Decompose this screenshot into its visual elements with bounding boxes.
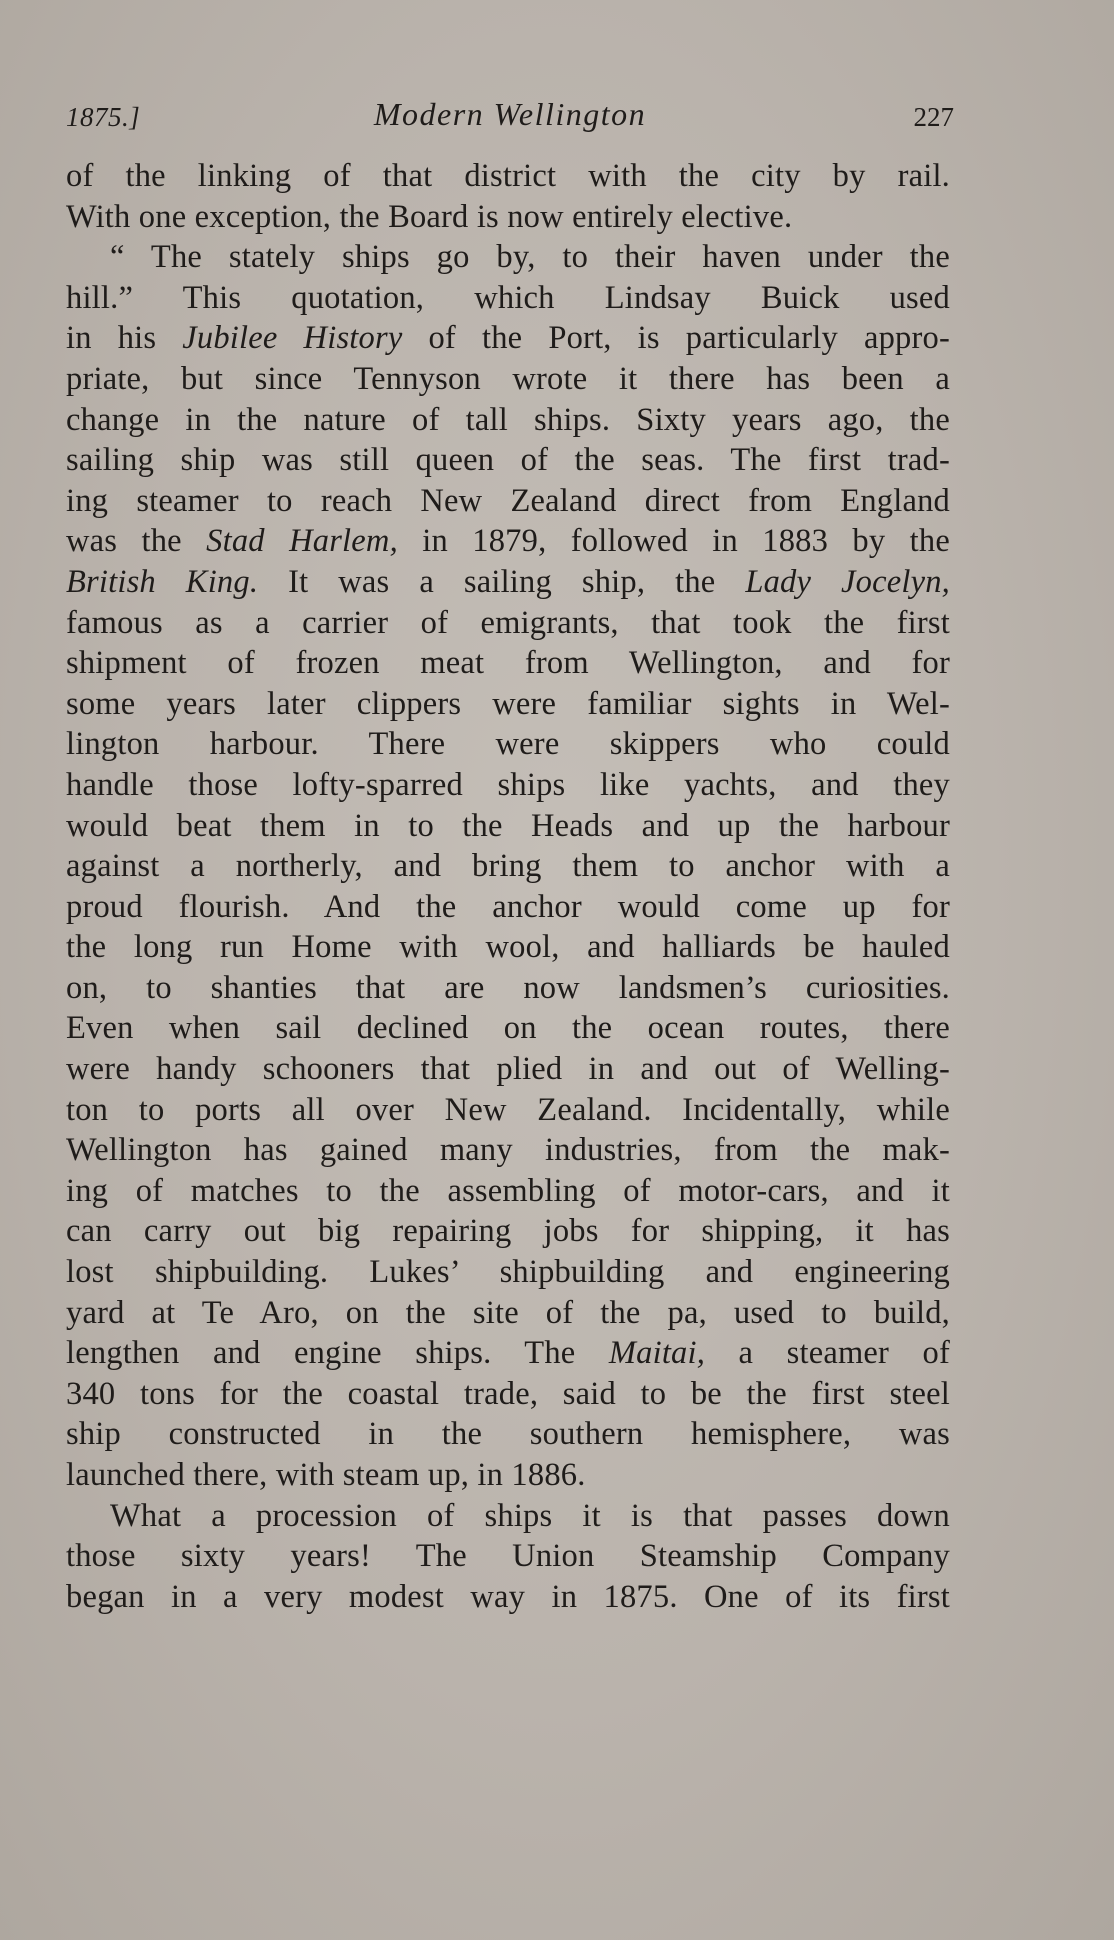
text-line: against a northerly, and bring them to anchor with a	[66, 848, 950, 885]
text-line: the long run Home with wool, and halliards be hauled	[66, 929, 950, 966]
text-line: yard at Te Aro, on the site of the pa, used to build,	[66, 1294, 950, 1331]
text-line: of the linking of that district with the city by rail.	[66, 158, 950, 194]
text-line: change in the nature of tall ships. Sixty years ago, the	[66, 401, 950, 438]
running-head	[66, 96, 954, 144]
text-line: Even when sail declined on the ocean routes, there	[66, 1010, 950, 1047]
text-line: some years later clippers were familiar sights in Wel-	[66, 685, 950, 722]
text-line: on, to shanties that are now landsmen’s curiosities.	[66, 969, 950, 1006]
text-line: famous as a carrier of emigrants, that took the first	[66, 604, 950, 641]
text-line: those sixty years! The Union Steamship Company	[66, 1538, 950, 1575]
text-line: priate, but since Tennyson wrote it there has been a	[66, 360, 950, 397]
text-line: can carry out big repairing jobs for shipping, it has	[66, 1213, 950, 1250]
text-line: British King. It was a sailing ship, the Lady Jocelyn,	[66, 563, 951, 600]
text-line: would beat them in to the Heads and up the harbour	[66, 807, 950, 844]
running-head-title: Modern Wellington	[373, 96, 647, 132]
page-number: 227	[913, 102, 954, 132]
text-line: began in a very modest way in 1875. One of its first	[66, 1578, 950, 1615]
text-line: were handy schooners that plied in and out of Welling-	[66, 1051, 950, 1088]
text-line: ship constructed in the southern hemisphere, was	[66, 1416, 950, 1453]
text-line: sailing ship was still queen of the seas. The first trad-	[66, 442, 950, 479]
text-line: handle those lofty-sparred ships like yachts, and they	[66, 766, 950, 803]
text-line: ing steamer to reach New Zealand direct from England	[66, 482, 950, 519]
text-line: “ The stately ships go by, to their haven under the	[110, 239, 950, 276]
text-line: was the Stad Harlem, in 1879, followed in 1883 by the	[66, 523, 950, 560]
text-line: ton to ports all over New Zealand. Incidentally, while	[66, 1091, 950, 1128]
text-line: lengthen and engine ships. The Maitai, a steamer of	[66, 1335, 951, 1372]
text-line: What a procession of ships it is that passes down	[110, 1497, 950, 1534]
text-line: Wellington has gained many industries, from the mak-	[66, 1132, 950, 1169]
running-head-date: 1875.]	[66, 102, 141, 132]
text-line: With one exception, the Board is now entirely elective.	[66, 198, 793, 235]
text-line: launched there, with steam up, in 1886.	[66, 1457, 586, 1493]
text-line: ing of matches to the assembling of motor-cars, and it	[66, 1172, 950, 1209]
text-line: lost shipbuilding. Lukes’ shipbuilding and engineering	[66, 1254, 950, 1291]
text-line: lington harbour. There were skippers who could	[66, 726, 950, 763]
text-line: hill.” This quotation, which Lindsay Buick used	[66, 279, 950, 316]
text-line: shipment of frozen meat from Wellington, and for	[66, 645, 950, 682]
text-line: proud flourish. And the anchor would come up for	[66, 888, 950, 925]
text-line: 340 tons for the coastal trade, said to be the first steel	[66, 1375, 950, 1412]
text-line: in his Jubilee History of the Port, is particularly appro-	[66, 320, 950, 357]
body-text	[66, 156, 950, 1617]
